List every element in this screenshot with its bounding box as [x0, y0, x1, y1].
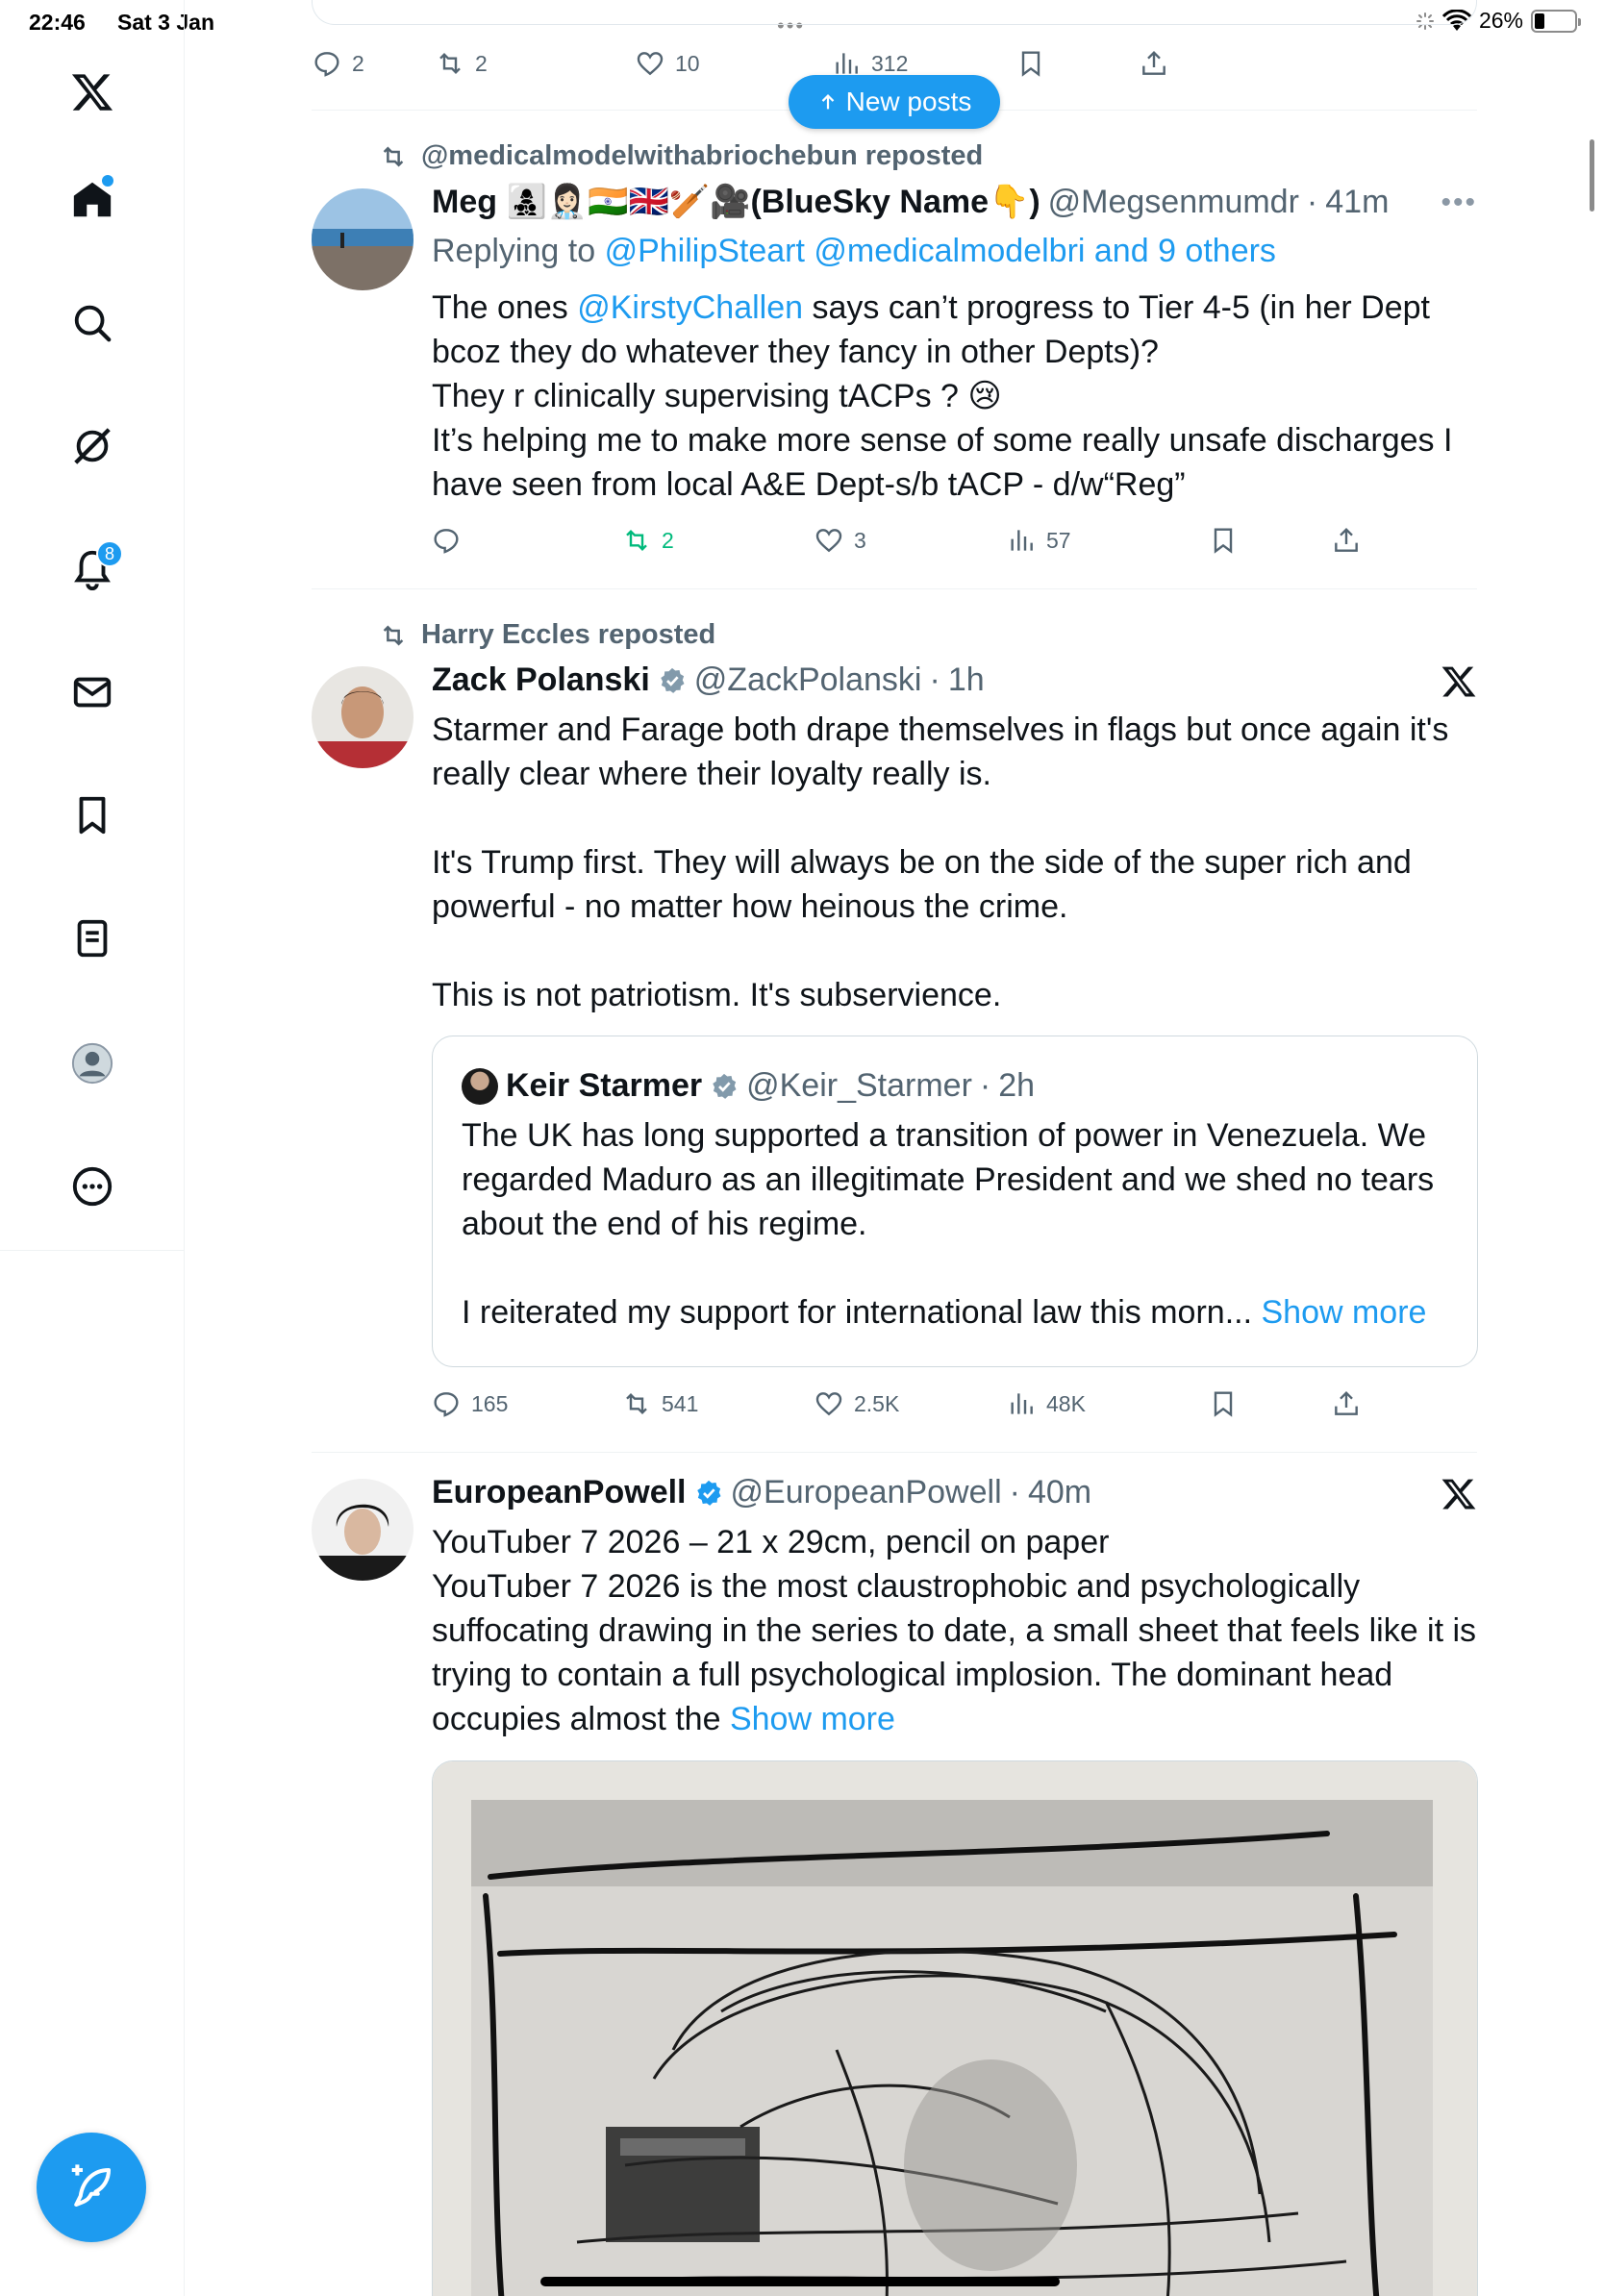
search-icon[interactable] — [58, 288, 127, 358]
heart-icon — [814, 1388, 844, 1419]
repost-icon — [621, 525, 652, 556]
author-handle[interactable]: @ZackPolanski — [693, 661, 922, 698]
share-icon — [1139, 48, 1169, 79]
notifications-badge: 8 — [96, 540, 123, 567]
avatar[interactable] — [312, 666, 414, 768]
verified-gray-icon — [658, 666, 687, 695]
sidebar-divider — [0, 1250, 185, 1251]
show-more-link[interactable]: Show more — [1261, 1294, 1427, 1331]
verified-blue-icon — [694, 1479, 723, 1508]
bookmark-icon — [1015, 48, 1046, 79]
repost-icon — [435, 48, 465, 79]
profile-icon[interactable] — [58, 1029, 127, 1098]
post-time[interactable]: 40m — [1027, 1474, 1092, 1510]
verified-gray-icon — [710, 1072, 739, 1101]
home-indicator[interactable] — [540, 2277, 1060, 2286]
pencil-drawing-image — [433, 1761, 1478, 2296]
home-new-dot — [102, 175, 113, 187]
post-media-image[interactable] — [432, 1760, 1478, 2296]
more-options-icon[interactable]: ••• — [1441, 187, 1477, 218]
previous-card-edge — [312, 0, 1477, 25]
bookmark-button[interactable] — [1208, 1388, 1239, 1419]
reply-icon — [431, 1388, 462, 1419]
post-text: YouTuber 7 2026 – 21 x 29cm, pencil on paper YouTuber 7 2026 is the most claustrophobic and psychologically suffocating drawing in the series to date, a small sheet that feels like it is trying to contain a full psychological implosion. The dominant head occupies almost the Show more — [432, 1524, 1477, 1737]
quote-author-name: Keir Starmer — [506, 1067, 703, 1104]
reply-icon — [431, 525, 462, 556]
replying-to: Replying to @PhilipSteart @medicalmodelbri and 9 others — [432, 233, 1276, 269]
post-text: The ones @KirstyChallen says can’t progress to Tier 4-5 (in her Dept bcoz they do whatever they fancy in other Depts)? They r clinically supervising tACPs ? 😢 It’s helping me to make more sense of some really unsafe discharges I have seen from local A&E Dept-s/b tACP - d/w“Reg” — [432, 289, 1453, 503]
repost-icon — [621, 1388, 652, 1419]
multitasking-dots-icon[interactable]: ••• — [777, 13, 806, 37]
author-name[interactable]: Meg 👩‍👧‍👦👩🏻‍⚕️🇮🇳🇬🇧🏏🎥(BlueSky Name👇) — [432, 184, 1040, 220]
quote-header: Keir Starmer @Keir_Starmer · 2h — [462, 1067, 1035, 1105]
author-name[interactable]: EuropeanPowell — [432, 1474, 687, 1510]
post-header: Meg 👩‍👧‍👦👩🏻‍⚕️🇮🇳🇬🇧🏏🎥(BlueSky Name👇) @Megsenmumdr · 41m — [432, 183, 1390, 220]
post-actions — [431, 1385, 1392, 1423]
show-more-link[interactable]: Show more — [729, 1701, 895, 1737]
like-button[interactable]: 2.5K — [814, 1388, 899, 1419]
bookmark-icon — [1208, 525, 1239, 556]
post-text: Starmer and Farage both drape themselves in flags but once again it's really clear where their loyalty really is. It's Trump first. They will always be on the side of the super rich and powerful - no matter how heinous the crime. This is not patriotism. It's subservience. — [432, 711, 1449, 1013]
repost-icon — [379, 621, 408, 650]
share-icon — [1331, 1388, 1362, 1419]
post-actions — [431, 521, 1392, 560]
compose-button[interactable] — [37, 2133, 146, 2242]
views-button[interactable]: 312 — [831, 48, 908, 79]
quote-text: The UK has long supported a transition of power in Venezuela. We regarded Maduro as an illegitimate President and we shed no tears about the end of his regime. I reiterated my support for international law this morn... Show more — [462, 1117, 1435, 1331]
x-grok-icon[interactable] — [1441, 1476, 1477, 1512]
quoted-post[interactable] — [432, 1036, 1478, 1367]
post-time[interactable]: 41m — [1325, 183, 1390, 220]
post-time[interactable]: 1h — [947, 661, 985, 698]
post-header: Zack Polanski @ZackPolanski · 1h — [432, 661, 985, 698]
bookmark-icon — [1208, 1388, 1239, 1419]
author-name[interactable]: Zack Polanski — [432, 661, 650, 698]
compose-feather-icon — [65, 2161, 117, 2213]
repost-icon — [379, 142, 408, 171]
messages-icon[interactable] — [58, 658, 127, 727]
share-button[interactable] — [1331, 525, 1362, 556]
reply-button[interactable]: 2 — [312, 48, 364, 79]
sidebar-nav — [0, 0, 185, 2296]
reply-icon — [312, 48, 342, 79]
mention-link[interactable]: @KirstyChallen — [577, 289, 804, 326]
home-icon[interactable] — [58, 165, 127, 235]
bookmark-button[interactable] — [1015, 48, 1046, 79]
new-posts-button[interactable]: New posts — [789, 75, 1000, 129]
like-button[interactable]: 10 — [635, 48, 700, 79]
status-time: 22:46 — [29, 10, 86, 35]
bookmarks-icon[interactable] — [58, 781, 127, 850]
views-chart-icon — [1006, 525, 1037, 556]
author-handle[interactable]: @Megsenmumdr — [1047, 183, 1299, 220]
avatar[interactable] — [312, 188, 414, 290]
scrollbar[interactable] — [1590, 139, 1594, 212]
replying-to-link[interactable]: @PhilipSteart @medicalmodelbri and 9 others — [604, 233, 1276, 269]
repost-context[interactable]: Harry Eccles reposted — [379, 619, 715, 651]
bookmark-button[interactable] — [1208, 525, 1239, 556]
quote-author-handle: @Keir_Starmer — [746, 1067, 972, 1104]
post-divider — [312, 1452, 1477, 1453]
author-handle[interactable]: @EuropeanPowell — [730, 1474, 1002, 1510]
share-button[interactable] — [1139, 48, 1169, 79]
reply-button[interactable] — [431, 525, 471, 556]
repost-button[interactable]: 2 — [621, 525, 674, 556]
share-icon — [1331, 525, 1362, 556]
arrow-up-icon — [817, 91, 839, 112]
battery-icon — [1531, 10, 1577, 33]
quote-time: 2h — [998, 1067, 1036, 1104]
heart-icon — [814, 525, 844, 556]
lists-icon[interactable] — [58, 904, 127, 973]
status-date: Sat 3 Jan — [117, 10, 214, 35]
grok-icon[interactable] — [58, 412, 127, 481]
notifications-icon[interactable] — [58, 535, 127, 604]
share-button[interactable] — [1331, 1388, 1362, 1419]
repost-button[interactable]: 541 — [621, 1388, 698, 1419]
avatar[interactable] — [312, 1479, 414, 1581]
views-button[interactable]: 48K — [1006, 1388, 1086, 1419]
reply-button[interactable]: 165 — [431, 1388, 508, 1419]
repost-context[interactable]: @medicalmodelwithabriochebun reposted — [379, 140, 983, 172]
more-icon[interactable] — [58, 1152, 127, 1221]
post-header: EuropeanPowell @EuropeanPowell · 40m — [432, 1474, 1092, 1510]
like-button[interactable]: 3 — [814, 525, 866, 556]
views-button[interactable]: 57 — [1006, 525, 1071, 556]
battery-percent: 26% — [1478, 8, 1523, 33]
repost-button[interactable]: 2 — [435, 48, 488, 79]
views-chart-icon — [1006, 1388, 1037, 1419]
x-logo-icon[interactable] — [58, 58, 127, 127]
x-grok-icon[interactable] — [1441, 663, 1477, 700]
quote-avatar — [462, 1068, 498, 1105]
post-divider — [312, 588, 1477, 589]
heart-icon — [635, 48, 665, 79]
